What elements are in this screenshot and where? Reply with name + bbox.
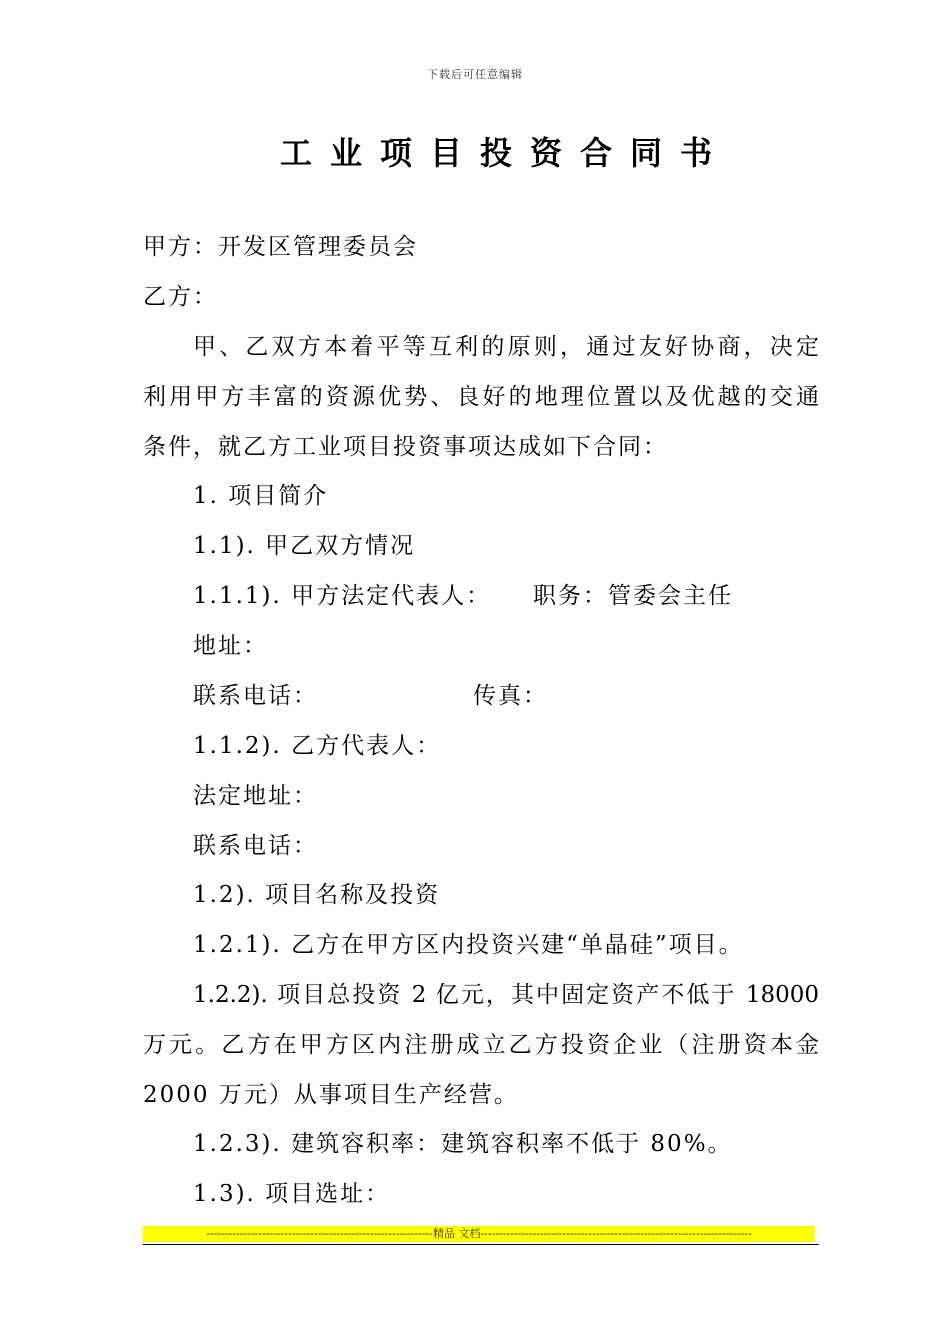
footer-label: 精品 文档 [432, 1227, 481, 1240]
clause-1-2-2-line-2: 万元。乙方在甲方区内注册成立乙方投资企业（注册资本金 [143, 1032, 819, 1058]
party-a-line: 甲方：开发区管理委员会 [143, 234, 418, 260]
intro-paragraph-line-1: 甲、乙双方本着平等互利的原则，通过友好协商，决定 [193, 334, 819, 360]
party-a-phone: 联系电话： [193, 683, 318, 709]
party-a-representative: 1.1.1). 甲方法定代表人： [193, 583, 492, 609]
party-b-line: 乙方： [143, 284, 218, 310]
clause-1-2-2-line-1: 1.2.2). 项目总投资 2 亿元，其中固定资产不低于 18000 [193, 982, 819, 1008]
party-b-representative: 1.1.2). 乙方代表人： [193, 733, 442, 759]
clause-1-2-1: 1.2.1). 乙方在甲方区内投资兴建“单晶硅”项目。 [193, 932, 744, 958]
footer-dashes-right: ------------------------------------------------------------------------- [480, 1227, 752, 1240]
party-a-fax: 传真： [473, 683, 548, 709]
party-a-position: 职务：管委会主任 [533, 583, 733, 609]
section-1-1-heading: 1.1). 甲乙双方情况 [193, 533, 416, 559]
party-b-address: 法定地址： [193, 783, 318, 809]
party-b-phone: 联系电话： [193, 833, 318, 859]
clause-1-2-2-line-3: 2000 万元）从事项目生产经营。 [143, 1082, 519, 1108]
intro-paragraph-line-2: 利用甲方丰富的资源优势、良好的地理位置以及优越的交通 [143, 384, 819, 410]
footer-highlight-bar [143, 1226, 815, 1242]
intro-paragraph-line-3: 条件，就乙方工业项目投资事项达成如下合同： [143, 434, 668, 460]
document-title: 工业项目投资合同书 [279, 134, 730, 172]
page-header-note: 下载后可任意编辑 [427, 68, 523, 81]
clause-1-2-3: 1.2.3). 建筑容积率：建筑容积率不低于 80%。 [193, 1131, 733, 1157]
party-a-address: 地址： [193, 633, 268, 659]
section-1-2-heading: 1.2). 项目名称及投资 [193, 882, 441, 908]
section-1-3-heading: 1.3). 项目选址： [193, 1181, 391, 1207]
footer-dashes-left: ------------------------------------------------------------- [206, 1227, 433, 1240]
footer-rule [143, 1244, 819, 1245]
section-1-heading: 1. 项目简介 [193, 483, 329, 509]
